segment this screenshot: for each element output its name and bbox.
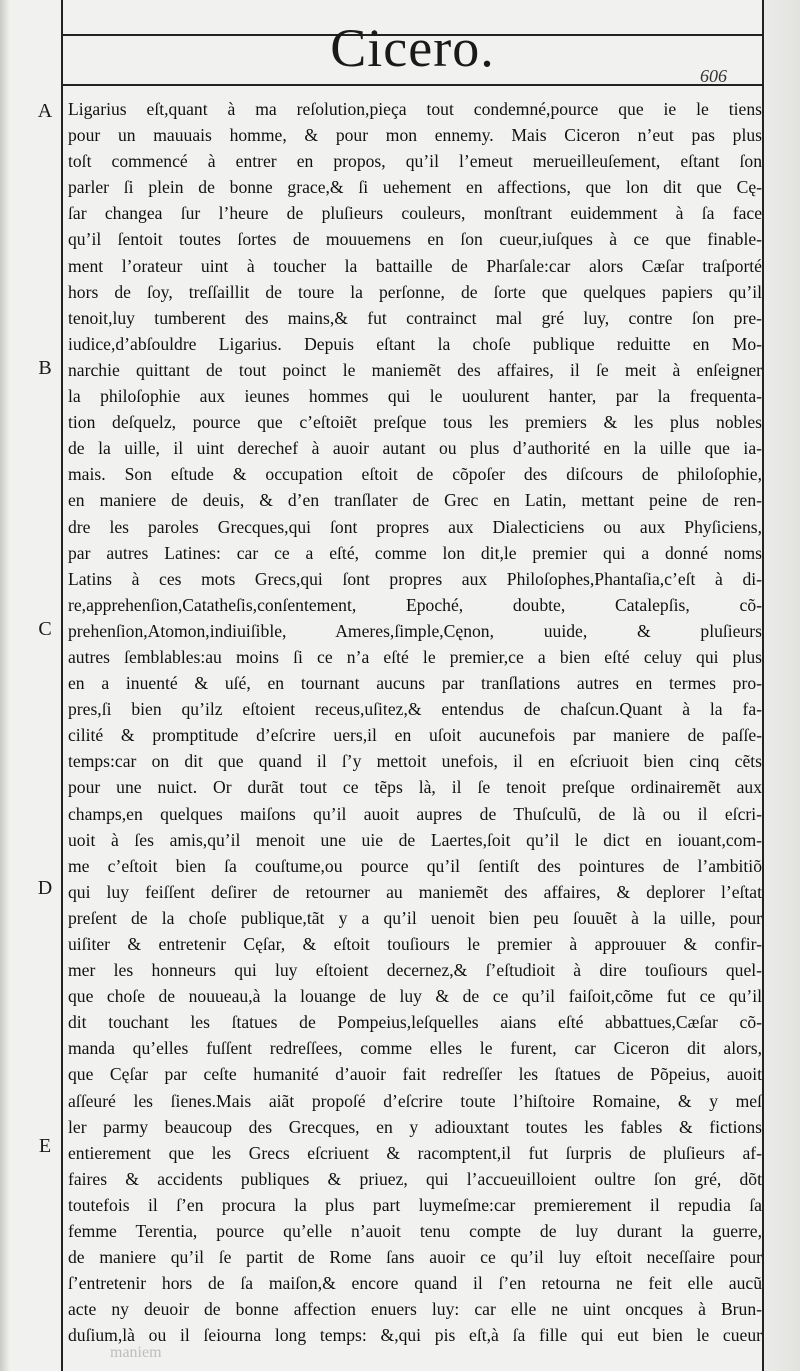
page-number: 606	[700, 66, 727, 86]
text-line: tenoit,luy tumberent des mains,& fut contrainct mal gré luy, contre ſon pre-	[68, 307, 762, 328]
text-line: hors de ſoy, treſſaillit de toure la perſonne, de ſorte que quelques papiers qu’il	[68, 281, 762, 302]
text-line: uiſiter & entretenir Cęſar, & eſtoit touſiours le premier à approuuer & confir-	[68, 934, 762, 954]
text-line: qui luy feiſſent deſirer de retourner au maniemẽt des affaires, & deplorer l’eſtat	[68, 881, 762, 902]
text-line: pres,ſi bien qu’ilz eſtoient receus,uſitez,& entendus de chaſcun.Quant à la fa-	[68, 699, 762, 720]
text-line: de maniere qu’il ſe partit de Rome ſans auoir ce qu’il luy eſtoit neceſſaire pour	[68, 1247, 762, 1268]
text-line: toutefois il ſ’en procura la plus part luymeſme:car premierement il repudia ſa	[68, 1194, 762, 1215]
text-line: dre les paroles Grecques,qui ſont propres aux Dialecticiens ou aux Phyſiciens,	[68, 516, 762, 537]
text-line: que choſe de nouueau,à la louange de luy & de ce qu’il faiſoit,cõme fut ce qu’il	[68, 986, 762, 1007]
text-line: prehenſion,Atomon,indiuiſible, Ameres,ſimple,Cęnon, uuide, & pluſieurs	[68, 620, 762, 641]
text-line: Ligarius eſt,quant à ma reſolution,pieça tout condemné,pource que ie le tiens	[68, 99, 762, 119]
text-line: duſium,là ou il ſeiourna long temps: &,qui pis eſt,à ſa fille qui eut bien le cueur	[68, 1325, 762, 1346]
text-line: ler parmy beaucoup des Grecques, en y adiouxtant toutes les fables & fictions	[68, 1116, 762, 1137]
catchword: maniem	[110, 1344, 162, 1361]
right-column-rule	[762, 0, 764, 1371]
text-line: champs,en quelques maiſons qu’il auoit aupres de Thuſculũ, de là ou il eſcri-	[68, 803, 762, 824]
text-line: dit touchant les ſtatues de Pompeius,leſquelles aians eſté abbattues,Cæſar cõ-	[68, 1012, 762, 1033]
text-line: mer les honneurs qui luy eſtoient decernez,& ſ’eſtudioit à dire touſiours quel-	[68, 960, 762, 981]
text-line: ſar changea ſur l’heure de pluſieurs couleurs, monſtrant euidemment à ſa face	[68, 203, 762, 224]
text-line: tion deſquelz, pource que c’eſtoiẽt preſque tous les premiers & les plus nobles	[68, 412, 762, 433]
text-line: pour un mauuais homme, & pour mon ennemy. Mais Ciceron n’eut pas plus	[68, 125, 762, 146]
text-line: en a inuenté & uſé, en tournant aucuns par tranſlations autres en termes pro-	[68, 673, 762, 694]
text-line: Latins à ces mots Grecs,qui ſont propres aux Philoſophes,Phantaſia,c’eſt à di-	[68, 568, 762, 589]
margin-letter-e: E	[38, 1135, 52, 1157]
text-line: la philoſophie aux ieunes hommes qui le uoulurent hanter, par la frequenta-	[68, 386, 762, 407]
text-line: parler ſi plein de bonne grace,& ſi uehement en affections, que lon dit que Cę-	[68, 177, 762, 198]
text-line: ſ’entretenir hors de ſa maiſon,& encore quand il ſ’en retourna ne feit elle aucũ	[68, 1273, 762, 1294]
page-edge	[762, 0, 800, 1371]
text-line: narchie quittant de tout poinct le maniemẽt des affaires, il ſe meit à enſeigner	[68, 359, 762, 380]
text-line: pour une nuict. Or durãt tout ce tẽps là, il ſe tenoit preſque ordinairemẽt aux	[68, 777, 762, 798]
text-line: de la uille, il uint derechef à auoir autant ou plus d’authorité en la uille que ia-	[68, 438, 762, 459]
gutter-shadow	[0, 0, 10, 1371]
text-line: faires & accidents publiques & priuez, qui l’accueuilloient oultre ſon gré, dõt	[68, 1168, 762, 1189]
text-line: toſt commencé à entrer en propos, qu’il l’emeut merueilleuſement, eſtant ſon	[68, 151, 762, 172]
text-line: femme Terentia, pource qu’elle n’auoit tenu compte de luy durant la guerre,	[68, 1221, 762, 1242]
text-line: ment l’orateur uint à toucher la battaille de Pharſale:car alors Cæſar traſporté	[68, 255, 762, 276]
running-head-title: Cicero.	[330, 18, 495, 78]
text-line: manda qu’elles fuſſent redreſſees, comme elles le furent, car Ciceron dit alors,	[68, 1038, 762, 1059]
margin-letter-d: D	[37, 877, 53, 899]
text-line: en maniere de deuis, & d’en tranſlater de Grec en Latin, mettant peine de ren-	[68, 490, 762, 511]
text-line: par autres Latines: car ce a eſté, comme lon dit,le premier qui a donné noms	[68, 542, 762, 563]
header-bottom-rule	[61, 84, 764, 86]
text-line: re,apprehenſion,Catatheſis,conſentement, Epoché, doubte, Catalepſis, cõ-	[68, 594, 762, 615]
margin-letter-b: B	[38, 357, 52, 379]
text-line: uoit à ſes amis,qu’il menoit une uie de Laertes,ſoit qu’il le dict en iouant,com-	[68, 829, 762, 850]
text-line: mais. Son eſtude & occupation eſtoit de cõpoſer des diſcours de philoſophie,	[68, 464, 762, 485]
margin-letter-a: A	[37, 100, 53, 122]
text-line: qu’il ſentoit toutes ſortes de mouuemens en ſon cueur,iuſques à ce que finable-	[68, 229, 762, 250]
text-line: que Cęſar par ceſte humanité d’auoir fait redreſſer les ſtatues de Põpeius, auoit	[68, 1064, 762, 1085]
body-text	[68, 96, 762, 1349]
text-line: entierement que les Grecs eſcriuent & racomptent,il fut ſurpris de pluſieurs af-	[68, 1142, 762, 1163]
text-line: autres ſemblables:au moins ſi ce n’a eſté le premier,ce a bien eſté celuy qui plus	[68, 646, 762, 667]
text-line: cilité & promptitude d’eſcrire uers,il en uſoit aucunefois par maniere de paſſe-	[68, 725, 762, 746]
text-line: temps:car on dit que quand il ſ’y mettoit unefois, il en eſcriuoit bien cinq cẽts	[68, 751, 762, 772]
text-line: aſſeuré les ſienes.Mais aiãt propoſé d’eſcrire toute l’hiſtoire Romaine, & y meſ	[68, 1090, 762, 1111]
text-line: iudice,d’abſouldre Ligarius. Depuis eſtant la choſe publique reduitte en Mo-	[68, 333, 762, 354]
text-line: acte ny deuoir de bonne affection enuers luy: car elle ne uint oncques à Brun-	[68, 1299, 762, 1320]
left-column-rule	[61, 0, 63, 1371]
text-line: me c’eſtoit bien ſa couſtume,ou pource qu’il ſentiſt des pointures de l’ambitiõ	[68, 855, 762, 876]
text-line: preſent de la choſe publique,tãt y a qu’il uenoit bien peu ſouuẽt à la uille, pour	[68, 907, 762, 928]
margin-letter-c: C	[38, 618, 52, 640]
